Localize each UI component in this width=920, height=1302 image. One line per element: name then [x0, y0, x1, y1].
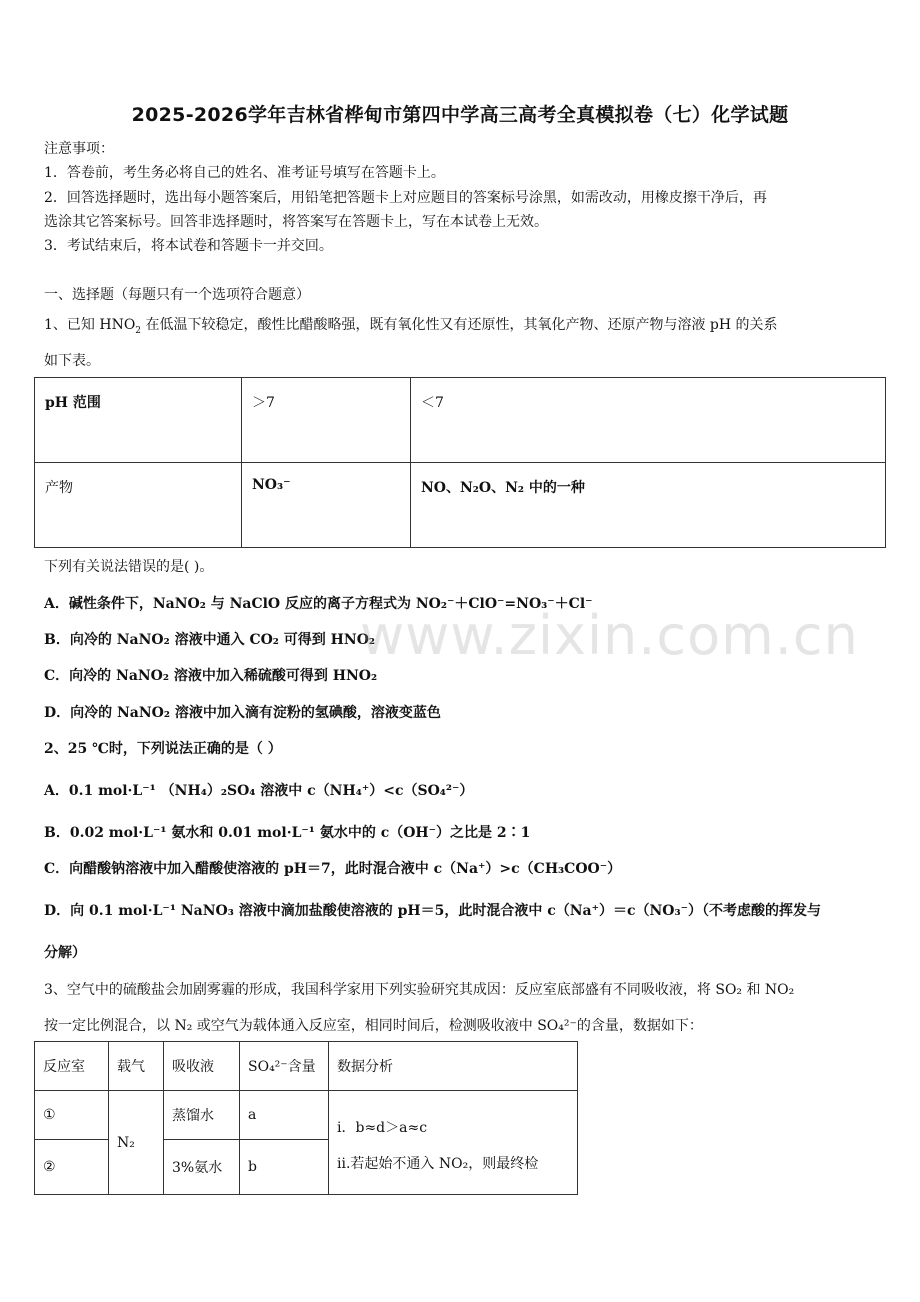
- q2-option-c: C．向醋酸钠溶液中加入醋酸使溶液的 pH＝7，此时混合液中 c（Na⁺）>c（CH₃COO⁻）: [44, 861, 622, 877]
- q1-stem: [44, 314, 778, 336]
- notice-item-1: 1．答卷前，考生务必将自己的姓名、准考证号填写在答题卡上。: [44, 165, 445, 181]
- q1-stem-b: 在低温下较稳定，酸性比醋酸略强，既有氧化性又有还原性，其氧化产物、还原产物与溶液 pH 的关系: [141, 317, 778, 333]
- q3-room-1: ①: [35, 1091, 109, 1140]
- section-heading: 一、选择题（每题只有一个选项符合题意）: [44, 287, 310, 303]
- q1-option-a: A．碱性条件下，NaNO₂ 与 NaClO 反应的离子方程式为 NO₂⁻＋ClO⁻=NO₃⁻＋Cl⁻: [44, 596, 593, 612]
- q3-header-carrier: 载气: [109, 1042, 164, 1091]
- q3-carrier-n2: N₂: [109, 1091, 164, 1195]
- q3-header-room: 反应室: [35, 1042, 109, 1091]
- q3-header-absorbent: 吸收液: [164, 1042, 240, 1091]
- q1-table-lt7: ＜7: [411, 378, 886, 463]
- q1-stem-c: 如下表。: [44, 353, 100, 369]
- q1-table-gt7: ＞7: [242, 378, 411, 463]
- q3-absorbent-2: 3%氨水: [164, 1140, 240, 1195]
- q3-analysis-1: ⅰ．b≈d＞a≈c: [337, 1119, 428, 1136]
- q3-analysis-2: ⅱ.若起始不通入 NO₂，则最终检: [337, 1155, 539, 1172]
- notice-item-2a: 2．回答选择题时，选出每小题答案后，用铅笔把答题卡上对应题目的答案标号涂黑，如需改动，用橡皮擦干净后，再: [44, 190, 767, 206]
- q1-ask: 下列有关说法错误的是( )。: [44, 559, 214, 575]
- q2-option-a: A．0.1 mol·L⁻¹ （NH₄）₂SO₄ 溶液中 c（NH₄⁺）<c（SO₄²⁻）: [44, 783, 474, 799]
- q2-option-d-2: 分解）: [44, 945, 86, 961]
- q1-table-ph-label: pH 范围: [35, 378, 242, 463]
- q3-stem-1: 3、空气中的硫酸盐会加剧雾霾的形成，我国科学家用下列实验研究其成因：反应室底部盛有不同吸收液，将 SO₂ 和 NO₂: [44, 982, 795, 998]
- q2-option-d-1: D．向 0.1 mol·L⁻¹ NaNO₃ 溶液中滴加盐酸使溶液的 pH＝5，此时混合液中 c（Na⁺）＝c（NO₃⁻）（不考虑酸的挥发与: [44, 903, 822, 919]
- q1-table-product-label: 产物: [35, 463, 242, 548]
- q1-stem-sub: 2: [135, 325, 142, 336]
- q3-header-sulfate: SO₄²⁻含量: [240, 1042, 329, 1091]
- watermark: www.zixin.com.cn: [360, 604, 859, 667]
- q1-table-product-basic: NO₃⁻: [242, 463, 411, 548]
- q1-option-b: B．向冷的 NaNO₂ 溶液中通入 CO₂ 可得到 HNO₂: [44, 632, 376, 648]
- notice-item-3: 3．考试结束后，将本试卷和答题卡一并交回。: [44, 238, 333, 254]
- q2-stem: 2、25 ℃时，下列说法正确的是（ ）: [44, 741, 282, 757]
- q3-stem-2: 按一定比例混合，以 N₂ 或空气为载体通入反应室，相同时间后，检测吸收液中 SO₄²⁻的含量，数据如下：: [44, 1018, 703, 1034]
- exam-title: 2025-2026学年吉林省桦甸市第四中学高三高考全真模拟卷（七）化学试题: [131, 104, 789, 126]
- q3-sulfate-1: a: [240, 1091, 329, 1140]
- q1-table-product-acidic: NO、N₂O、N₂ 中的一种: [411, 463, 886, 548]
- q1-option-d: D．向冷的 NaNO₂ 溶液中加入滴有淀粉的氢碘酸，溶液变蓝色: [44, 705, 441, 721]
- q3-sulfate-2: b: [240, 1140, 329, 1195]
- q3-absorbent-1: 蒸馏水: [164, 1091, 240, 1140]
- notice-item-2b: 选涂其它答案标号。回答非选择题时，将答案写在答题卡上，写在本试卷上无效。: [44, 214, 548, 230]
- q1-stem-a: 1、已知 HNO: [44, 317, 136, 333]
- notice-heading: 注意事项：: [44, 141, 114, 157]
- q3-table: [34, 1041, 578, 1195]
- q3-room-2: ②: [35, 1140, 109, 1195]
- q2-option-b: B．0.02 mol·L⁻¹ 氨水和 0.01 mol·L⁻¹ 氨水中的 c（OH⁻）之比是 2∶1: [44, 825, 531, 841]
- q3-header-analysis: 数据分析: [329, 1042, 578, 1091]
- q1-option-c: C．向冷的 NaNO₂ 溶液中加入稀硫酸可得到 HNO₂: [44, 668, 378, 684]
- q3-analysis: [329, 1091, 578, 1195]
- q1-table: [34, 377, 886, 548]
